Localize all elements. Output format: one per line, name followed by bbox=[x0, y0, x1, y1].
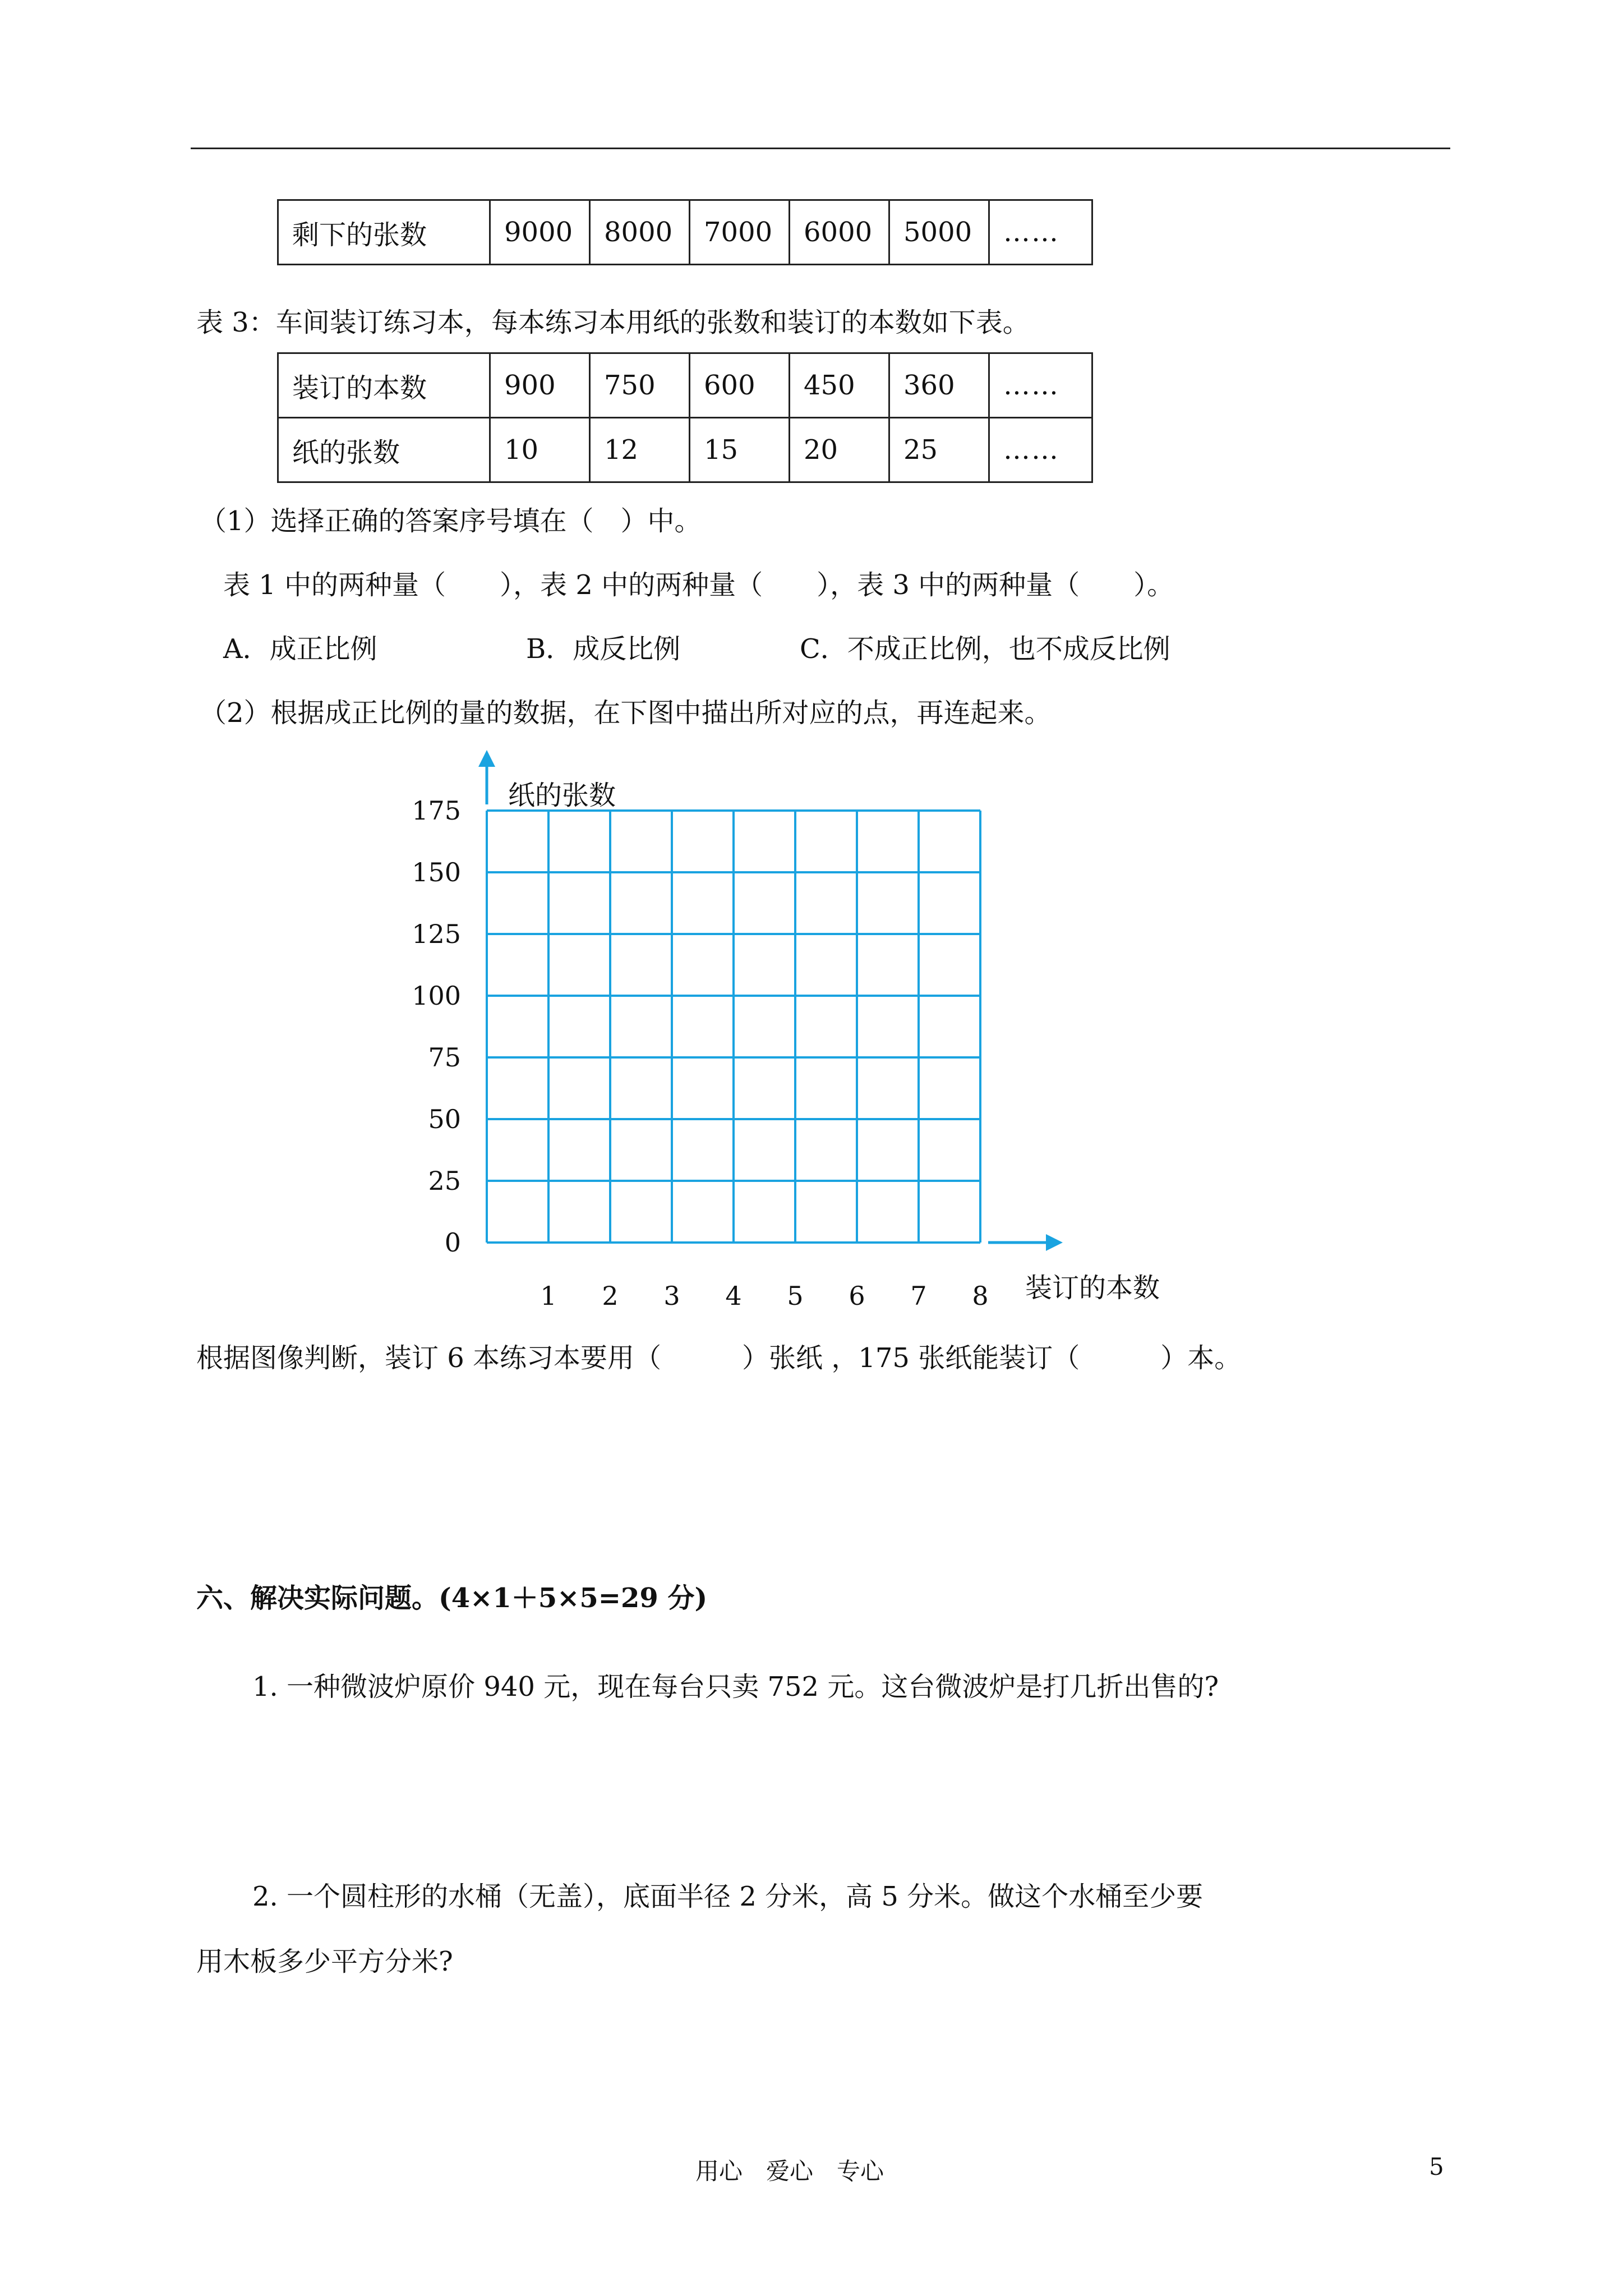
x-tick-label: 7 bbox=[910, 1281, 927, 1311]
table-cell: 9000 bbox=[490, 200, 590, 265]
y-tick-label: 175 bbox=[412, 795, 461, 826]
x-tick-label: 2 bbox=[602, 1281, 619, 1311]
section-6-heading: 六、解决实际问题。(4×1＋5×5=29 分) bbox=[196, 1582, 708, 1614]
x-tick-label: 8 bbox=[972, 1281, 989, 1311]
table-cell: 6000 bbox=[790, 200, 889, 265]
y-tick-label: 75 bbox=[428, 1042, 461, 1073]
table-cell: 7000 bbox=[690, 200, 790, 265]
y-tick-label: 0 bbox=[444, 1227, 461, 1258]
ellipsis-cell: …… bbox=[989, 418, 1092, 482]
table-3-caption: 表 3：车间装订练习本，每本练习本用纸的张数和装订的本数如下表。 bbox=[196, 307, 1030, 338]
grid-lines bbox=[487, 811, 980, 1243]
footer-motto: 用心 爱心 专心 bbox=[695, 2157, 884, 2185]
y-tick-label: 25 bbox=[428, 1166, 461, 1196]
table-cell: 15 bbox=[690, 418, 790, 482]
problem-2-line-1: 2. 一个圆柱形的水桶（无盖），底面半径 2 分米，高 5 分米。做这个水桶至少要 bbox=[252, 1881, 1204, 1912]
x-tick-label: 5 bbox=[787, 1281, 804, 1311]
table-cell: 360 bbox=[889, 353, 989, 418]
option-a: A．成正比例 bbox=[223, 633, 377, 665]
ellipsis-cell: …… bbox=[989, 353, 1092, 418]
question-1-prompt: （1）选择正确的答案序号填在（ ）中。 bbox=[200, 505, 702, 537]
row-header: 装订的本数 bbox=[278, 353, 490, 418]
table-cell: 8000 bbox=[590, 200, 690, 265]
problem-2-line-2: 用木板多少平方分米? bbox=[196, 1946, 453, 1977]
x-tick-labels bbox=[540, 1281, 988, 1311]
table-cell: 750 bbox=[590, 353, 690, 418]
x-tick-label: 1 bbox=[540, 1281, 557, 1311]
option-c: C．不成正比例，也不成反比例 bbox=[800, 633, 1170, 665]
x-tick-label: 6 bbox=[849, 1281, 865, 1311]
question-1-line: 表 1 中的两种量（ ），表 2 中的两种量（ ），表 3 中的两种量（ ）。 bbox=[223, 569, 1174, 601]
graph-question: 根据图像判断，装订 6 本练习本要用（ ）张纸 ，175 张纸能装订（ ）本。 bbox=[196, 1342, 1242, 1374]
option-b: B．成反比例 bbox=[526, 633, 681, 665]
row-header: 剩下的张数 bbox=[278, 200, 490, 265]
y-tick-label: 50 bbox=[428, 1104, 461, 1134]
row-header: 纸的张数 bbox=[278, 418, 490, 482]
ellipsis-cell: …… bbox=[989, 200, 1092, 265]
y-tick-labels bbox=[412, 795, 461, 1258]
table-cell: 25 bbox=[889, 418, 989, 482]
table-cell: 450 bbox=[790, 353, 889, 418]
question-2-prompt: （2）根据成正比例的量的数据，在下图中描出所对应的点，再连起来。 bbox=[200, 697, 1052, 729]
x-tick-label: 4 bbox=[725, 1281, 742, 1311]
table-cell: 600 bbox=[690, 353, 790, 418]
table-cell: 900 bbox=[490, 353, 590, 418]
page-number: 5 bbox=[1429, 2153, 1444, 2180]
y-tick-label: 125 bbox=[412, 919, 461, 949]
table-cell: 5000 bbox=[889, 200, 989, 265]
table-cell: 20 bbox=[790, 418, 889, 482]
table-cell: 12 bbox=[590, 418, 690, 482]
x-tick-label: 3 bbox=[663, 1281, 680, 1311]
x-axis-label: 装订的本数 bbox=[1025, 1272, 1160, 1304]
y-axis-label: 纸的张数 bbox=[508, 780, 616, 811]
table-cell: 10 bbox=[490, 418, 590, 482]
problem-1: 1. 一种微波炉原价 940 元，现在每台只卖 752 元。这台微波炉是打几折出售的? bbox=[252, 1671, 1219, 1703]
y-tick-label: 100 bbox=[412, 981, 461, 1011]
y-tick-label: 150 bbox=[412, 857, 461, 887]
